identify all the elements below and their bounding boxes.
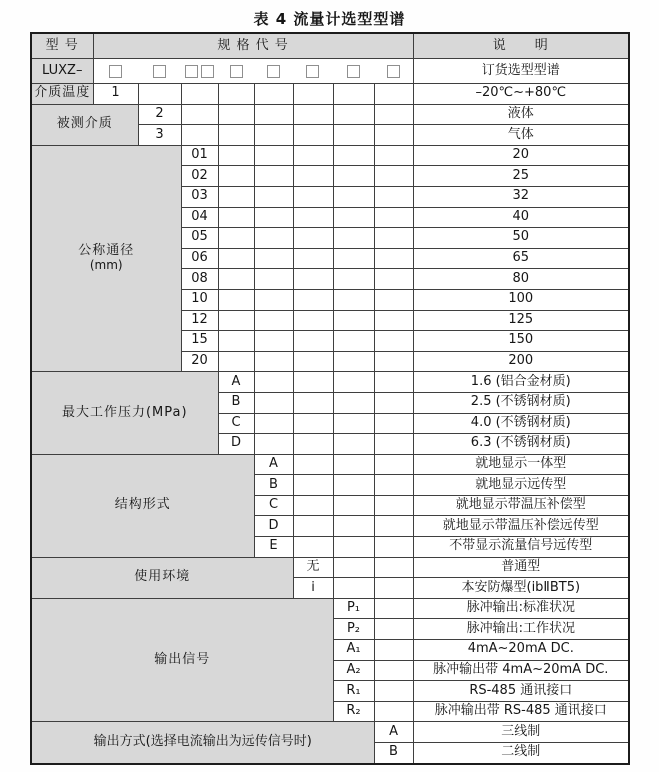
empty-cell bbox=[293, 537, 333, 558]
desc-cell: 80 bbox=[413, 269, 629, 290]
desc-cell: 三线制 bbox=[413, 722, 629, 743]
empty-cell bbox=[254, 145, 293, 166]
code-cell: 无 bbox=[293, 557, 333, 578]
empty-cell bbox=[254, 125, 293, 146]
code-cell: R₂ bbox=[333, 701, 374, 722]
empty-cell bbox=[333, 331, 374, 352]
empty-cell bbox=[293, 331, 333, 352]
section-label-environment: 使用环境 bbox=[31, 557, 293, 598]
desc-cell: 150 bbox=[413, 331, 629, 352]
empty-cell bbox=[374, 372, 413, 393]
empty-cell bbox=[293, 228, 333, 249]
empty-cell bbox=[293, 104, 333, 125]
empty-cell bbox=[254, 186, 293, 207]
empty-cell bbox=[181, 84, 218, 105]
empty-cell bbox=[218, 145, 254, 166]
empty-cell bbox=[333, 104, 374, 125]
empty-cell bbox=[293, 145, 333, 166]
desc-cell: 气体 bbox=[413, 125, 629, 146]
empty-cell bbox=[374, 516, 413, 537]
checkbox-icon bbox=[201, 65, 214, 78]
desc-cell: 脉冲输出:工作状况 bbox=[413, 619, 629, 640]
desc-cell: 本安防爆型(ibⅡBT5) bbox=[413, 578, 629, 599]
section-label-medium-temp: 介质温度 bbox=[31, 84, 93, 105]
code-cell: i bbox=[293, 578, 333, 599]
checkbox-icon bbox=[109, 65, 122, 78]
empty-cell bbox=[374, 166, 413, 187]
desc-cell: 25 bbox=[413, 166, 629, 187]
empty-cell bbox=[333, 248, 374, 269]
code-cell: 1 bbox=[93, 84, 138, 105]
section-environment-row bbox=[31, 557, 629, 578]
checkbox-slot bbox=[293, 59, 333, 83]
code-cell: B bbox=[374, 743, 413, 764]
section-label-structure: 结构形式 bbox=[31, 454, 254, 557]
empty-cell bbox=[333, 372, 374, 393]
code-cell: A bbox=[254, 454, 293, 475]
empty-cell bbox=[293, 248, 333, 269]
checkbox-slots bbox=[94, 59, 413, 83]
empty-cell bbox=[254, 166, 293, 187]
empty-cell bbox=[293, 351, 333, 372]
checkbox-slot bbox=[333, 59, 374, 83]
empty-cell bbox=[374, 598, 413, 619]
checkbox-icon bbox=[347, 65, 360, 78]
checkbox-icon bbox=[387, 65, 400, 78]
empty-cell bbox=[293, 84, 333, 105]
empty-cell bbox=[293, 454, 333, 475]
section-measured-medium-row bbox=[31, 104, 629, 125]
empty-cell bbox=[374, 537, 413, 558]
header-model: 型 号 bbox=[31, 33, 93, 59]
empty-cell bbox=[333, 413, 374, 434]
desc-cell: 200 bbox=[413, 351, 629, 372]
empty-cell bbox=[293, 186, 333, 207]
model-row bbox=[31, 59, 629, 84]
empty-cell bbox=[333, 351, 374, 372]
empty-cell bbox=[218, 310, 254, 331]
empty-cell bbox=[374, 351, 413, 372]
empty-cell bbox=[218, 104, 254, 125]
empty-cell bbox=[254, 84, 293, 105]
desc-cell: 4.0 (不锈钢材质) bbox=[413, 413, 629, 434]
section-label-output-signal: 输出信号 bbox=[31, 598, 333, 722]
empty-cell bbox=[181, 125, 218, 146]
desc-cell: 1.6 (铝合金材质) bbox=[413, 372, 629, 393]
desc-cell: 4mA~20mA DC. bbox=[413, 640, 629, 661]
desc-cell: 液体 bbox=[413, 104, 629, 125]
empty-cell bbox=[293, 516, 333, 537]
empty-cell bbox=[374, 619, 413, 640]
empty-cell bbox=[374, 269, 413, 290]
desc-cell: 6.3 (不锈钢材质) bbox=[413, 434, 629, 455]
desc-cell: 脉冲输出带 RS-485 通讯接口 bbox=[413, 701, 629, 722]
desc-cell: 125 bbox=[413, 310, 629, 331]
section-label-measured-medium: 被测介质 bbox=[31, 104, 138, 145]
code-cell: A bbox=[218, 372, 254, 393]
code-cell: D bbox=[254, 516, 293, 537]
desc-cell: 就地显示带温压补偿型 bbox=[413, 495, 629, 516]
empty-cell bbox=[333, 125, 374, 146]
section-max-pressure-row bbox=[31, 372, 629, 393]
empty-cell bbox=[218, 269, 254, 290]
desc-cell: 32 bbox=[413, 186, 629, 207]
empty-cell bbox=[293, 372, 333, 393]
checkbox-slot bbox=[138, 59, 181, 83]
desc-cell: 100 bbox=[413, 289, 629, 310]
code-cell: A₁ bbox=[333, 640, 374, 661]
code-cell: 08 bbox=[181, 269, 218, 290]
empty-cell bbox=[374, 413, 413, 434]
desc-cell: 65 bbox=[413, 248, 629, 269]
empty-cell bbox=[374, 207, 413, 228]
empty-cell bbox=[293, 310, 333, 331]
empty-cell bbox=[374, 557, 413, 578]
empty-cell bbox=[293, 413, 333, 434]
code-cell: 05 bbox=[181, 228, 218, 249]
code-cell: 03 bbox=[181, 186, 218, 207]
empty-cell bbox=[333, 392, 374, 413]
checkbox-icon bbox=[306, 65, 319, 78]
empty-cell bbox=[374, 701, 413, 722]
empty-cell bbox=[254, 207, 293, 228]
code-cell: E bbox=[254, 537, 293, 558]
desc-cell: 50 bbox=[413, 228, 629, 249]
empty-cell bbox=[333, 557, 374, 578]
empty-cell bbox=[254, 269, 293, 290]
code-cell: A bbox=[374, 722, 413, 743]
header-spec-code: 规 格 代 号 bbox=[93, 33, 413, 59]
code-cell: 3 bbox=[138, 125, 181, 146]
checkbox-row-cell bbox=[93, 59, 413, 84]
section-medium-temp-row bbox=[31, 84, 629, 105]
selection-spectrum-table bbox=[30, 32, 630, 765]
empty-cell bbox=[374, 434, 413, 455]
checkbox-slot bbox=[94, 59, 139, 83]
header-row bbox=[31, 33, 629, 59]
empty-cell bbox=[333, 516, 374, 537]
empty-cell bbox=[374, 681, 413, 702]
empty-cell bbox=[293, 207, 333, 228]
code-cell: D bbox=[218, 434, 254, 455]
empty-cell bbox=[293, 475, 333, 496]
code-cell: B bbox=[254, 475, 293, 496]
empty-cell bbox=[374, 475, 413, 496]
empty-cell bbox=[374, 495, 413, 516]
empty-cell bbox=[374, 454, 413, 475]
empty-cell bbox=[293, 495, 333, 516]
model-description: 订货选型型谱 bbox=[413, 59, 629, 84]
empty-cell bbox=[254, 413, 293, 434]
code-cell: P₁ bbox=[333, 598, 374, 619]
empty-cell bbox=[254, 228, 293, 249]
empty-cell bbox=[333, 166, 374, 187]
empty-cell bbox=[218, 186, 254, 207]
checkbox-icon bbox=[153, 65, 166, 78]
empty-cell bbox=[333, 269, 374, 290]
desc-cell: 2.5 (不锈钢材质) bbox=[413, 392, 629, 413]
checkbox-icon bbox=[185, 65, 198, 78]
nominal-diameter-unit: (mm) bbox=[89, 258, 123, 273]
section-output-signal-row bbox=[31, 598, 629, 619]
empty-cell bbox=[218, 166, 254, 187]
empty-cell bbox=[333, 475, 374, 496]
empty-cell bbox=[293, 434, 333, 455]
empty-cell bbox=[254, 331, 293, 352]
checkbox-slot bbox=[374, 59, 413, 83]
empty-cell bbox=[293, 289, 333, 310]
code-cell: 2 bbox=[138, 104, 181, 125]
code-cell: 15 bbox=[181, 331, 218, 352]
empty-cell bbox=[254, 372, 293, 393]
empty-cell bbox=[254, 289, 293, 310]
empty-cell bbox=[254, 434, 293, 455]
empty-cell bbox=[333, 454, 374, 475]
desc-cell: 脉冲输出带 4mA~20mA DC. bbox=[413, 660, 629, 681]
nominal-diameter-label: 公称通径 bbox=[78, 243, 135, 259]
code-cell: 04 bbox=[181, 207, 218, 228]
empty-cell bbox=[293, 125, 333, 146]
code-cell: 01 bbox=[181, 145, 218, 166]
empty-cell bbox=[293, 166, 333, 187]
empty-cell bbox=[333, 207, 374, 228]
desc-cell: –20℃~+80℃ bbox=[413, 84, 629, 105]
empty-cell bbox=[218, 228, 254, 249]
empty-cell bbox=[293, 269, 333, 290]
empty-cell bbox=[218, 331, 254, 352]
empty-cell bbox=[138, 84, 181, 105]
empty-cell bbox=[333, 145, 374, 166]
empty-cell bbox=[374, 640, 413, 661]
desc-cell: RS-485 通讯接口 bbox=[413, 681, 629, 702]
desc-cell: 20 bbox=[413, 145, 629, 166]
code-cell: 06 bbox=[181, 248, 218, 269]
checkbox-icon bbox=[230, 65, 243, 78]
empty-cell bbox=[374, 228, 413, 249]
checkbox-slot bbox=[254, 59, 293, 83]
code-cell: 20 bbox=[181, 351, 218, 372]
checkbox-icon bbox=[267, 65, 280, 78]
code-cell: A₂ bbox=[333, 660, 374, 681]
empty-cell bbox=[333, 310, 374, 331]
section-label-output-mode: 输出方式(选择电流输出为远传信号时) bbox=[31, 722, 374, 764]
desc-cell: 就地显示一体型 bbox=[413, 454, 629, 475]
empty-cell bbox=[218, 351, 254, 372]
code-cell: 02 bbox=[181, 166, 218, 187]
empty-cell bbox=[218, 125, 254, 146]
empty-cell bbox=[333, 495, 374, 516]
empty-cell bbox=[254, 310, 293, 331]
checkbox-slot-double bbox=[181, 59, 218, 83]
empty-cell bbox=[254, 248, 293, 269]
empty-cell bbox=[254, 104, 293, 125]
empty-cell bbox=[374, 84, 413, 105]
checkbox-slot bbox=[218, 59, 254, 83]
section-structure-row bbox=[31, 454, 629, 475]
empty-cell bbox=[333, 228, 374, 249]
desc-cell: 就地显示远传型 bbox=[413, 475, 629, 496]
section-label-nominal-diameter bbox=[31, 145, 181, 372]
section-output-mode-row bbox=[31, 722, 629, 743]
empty-cell bbox=[374, 578, 413, 599]
code-cell: R₁ bbox=[333, 681, 374, 702]
empty-cell bbox=[374, 186, 413, 207]
empty-cell bbox=[333, 84, 374, 105]
section-nominal-diameter-row bbox=[31, 145, 629, 166]
empty-cell bbox=[333, 434, 374, 455]
empty-cell bbox=[333, 186, 374, 207]
empty-cell bbox=[374, 248, 413, 269]
code-cell: C bbox=[218, 413, 254, 434]
empty-cell bbox=[374, 310, 413, 331]
desc-cell: 就地显示带温压补偿远传型 bbox=[413, 516, 629, 537]
empty-cell bbox=[254, 392, 293, 413]
empty-cell bbox=[218, 207, 254, 228]
empty-cell bbox=[374, 125, 413, 146]
header-description: 说 明 bbox=[413, 33, 629, 59]
code-cell: C bbox=[254, 495, 293, 516]
empty-cell bbox=[374, 145, 413, 166]
empty-cell bbox=[374, 392, 413, 413]
desc-cell: 脉冲输出:标准状况 bbox=[413, 598, 629, 619]
desc-cell: 不带显示流量信号远传型 bbox=[413, 537, 629, 558]
empty-cell bbox=[333, 537, 374, 558]
empty-cell bbox=[218, 84, 254, 105]
empty-cell bbox=[333, 578, 374, 599]
code-cell: P₂ bbox=[333, 619, 374, 640]
empty-cell bbox=[374, 331, 413, 352]
empty-cell bbox=[293, 392, 333, 413]
code-cell: 10 bbox=[181, 289, 218, 310]
desc-cell: 二线制 bbox=[413, 743, 629, 764]
section-label-max-pressure: 最大工作压力(MPa) bbox=[31, 372, 218, 454]
model-code: LUXZ– bbox=[31, 59, 93, 84]
desc-cell: 普通型 bbox=[413, 557, 629, 578]
code-cell: 12 bbox=[181, 310, 218, 331]
empty-cell bbox=[181, 104, 218, 125]
table-title: 表 4 流量计选型型谱 bbox=[253, 10, 406, 28]
empty-cell bbox=[374, 660, 413, 681]
empty-cell bbox=[374, 289, 413, 310]
desc-cell: 40 bbox=[413, 207, 629, 228]
empty-cell bbox=[254, 351, 293, 372]
empty-cell bbox=[374, 104, 413, 125]
empty-cell bbox=[333, 289, 374, 310]
code-cell: B bbox=[218, 392, 254, 413]
empty-cell bbox=[218, 248, 254, 269]
empty-cell bbox=[218, 289, 254, 310]
